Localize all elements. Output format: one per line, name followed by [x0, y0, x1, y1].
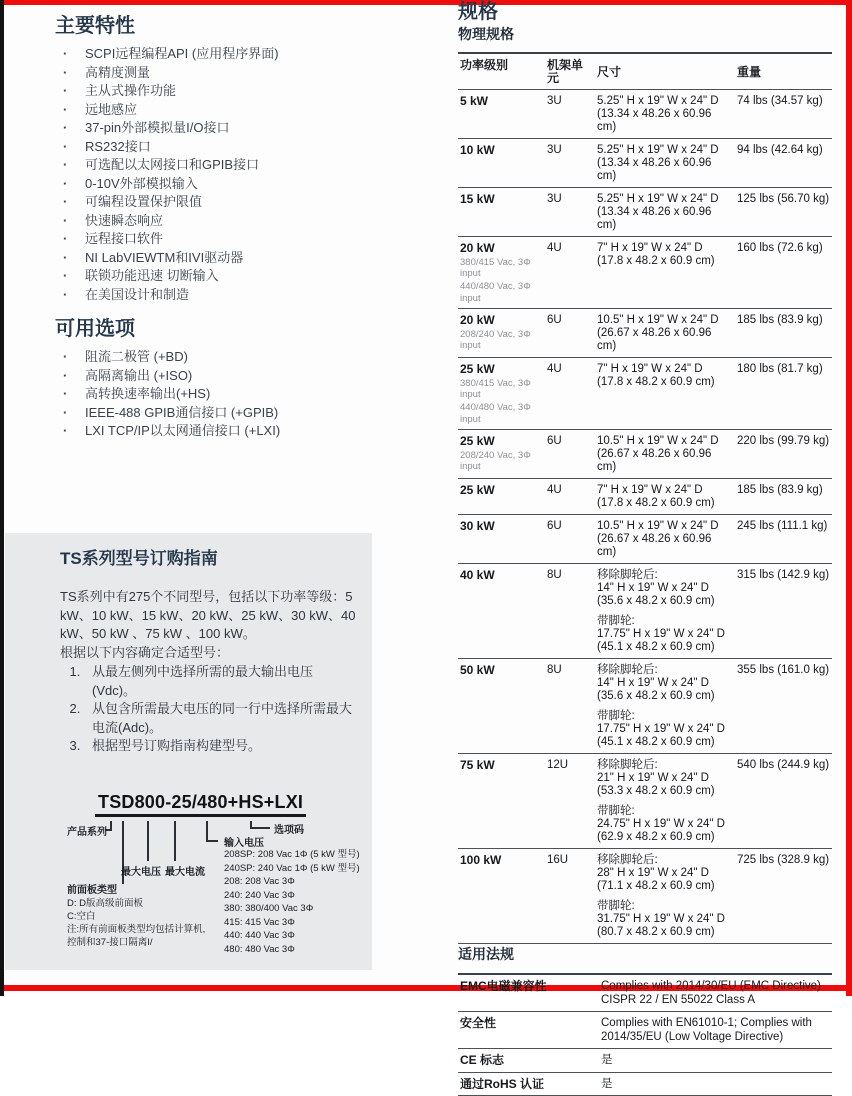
- option-item: · 阻流二极管 (+BD): [55, 348, 440, 367]
- feature-item: · 联锁功能迅速 切断输入: [55, 267, 440, 286]
- left-column: [0, 0, 440, 996]
- regulation-row: [458, 1012, 832, 1049]
- ordering-guide-intro: TS系列中有275个不同型号，包括以下功率等级：5 kW、10 kW、15 kW、20 kW、25 kW、30 kW、40 kW、50 kW 、75 kW 、100 kW。: [60, 589, 356, 641]
- input-voltage-item: 380: 380/400 Vac 3Φ: [224, 903, 314, 914]
- option-item: · 高转换速率输出(+HS): [55, 385, 440, 404]
- ordering-step: 3. 根据型号订购指南构建型号。: [84, 737, 360, 756]
- max-current-label: 最大电流: [165, 867, 205, 878]
- weight: 185 lbs (83.9 kg): [735, 309, 832, 358]
- feature-item: · SCPI远程编程API (应用程序界面): [55, 45, 440, 64]
- dimensions: 移除脚轮后: 28" H x 19" W x 24" D (71.1 x 48.2 x 60.9 cm) 带脚轮: 31.75" H x 19" W x 24" D (80.7 x 48.2 x 60.9 cm): [595, 849, 735, 944]
- col-header-dimensions: 尺寸: [595, 53, 735, 90]
- front-panel-line: D: D版高级前面板: [67, 898, 144, 909]
- max-voltage-label: 最大电压: [121, 867, 161, 878]
- model-number-diagram: [5, 780, 372, 970]
- regulations-title: 适用法规: [458, 946, 514, 962]
- dimensions: 5.25" H x 19" W x 24" D (13.34 x 48.26 x 60.96 cm): [595, 188, 735, 237]
- regulations-table: [458, 973, 832, 1096]
- front-panel-lines: [67, 897, 227, 949]
- physical-spec-row: [458, 309, 832, 358]
- input-voltage-item: 415: 415 Vac 3Φ: [224, 916, 295, 928]
- power-level: 10 kW: [460, 143, 495, 157]
- option-item: · 高隔离输出 (+ISO): [55, 367, 440, 386]
- input-voltage-item: 208SP: 208 Vac 1Φ (5 kW 型号): [224, 849, 360, 860]
- front-panel-line: 注:所有前面板类型均包括计算机,: [67, 924, 206, 935]
- col-header-weight: 重量: [735, 53, 832, 90]
- col-header-rack-units: 机架单元: [545, 53, 595, 90]
- power-level: 40 kW: [460, 568, 495, 582]
- power-level: 25 kW: [460, 434, 495, 448]
- physical-spec-row: [458, 479, 832, 515]
- feature-item: · RS232接口: [55, 138, 440, 157]
- weight: 355 lbs (161.0 kg): [735, 659, 832, 754]
- ordering-step: 1. 从最左侧列中选择所需的最大输出电压 (Vdc)。: [84, 663, 360, 700]
- power-input-note: 380/415 Vac, 3Φ input 440/480 Vac, 3Φ input: [460, 377, 531, 425]
- power-level: 100 kW: [460, 853, 502, 867]
- input-voltage-item: 240: 240 Vac 3Φ: [224, 889, 295, 901]
- rack-units: 4U: [545, 479, 595, 515]
- physical-spec-row: [458, 430, 832, 479]
- physical-spec-row: [458, 188, 832, 237]
- physical-spec-row: [458, 564, 832, 659]
- options-section: [55, 317, 440, 441]
- physical-spec-row: [458, 849, 832, 944]
- ordering-guide-title: TS系列型号订购指南: [60, 549, 218, 568]
- physical-spec-row: [458, 237, 832, 309]
- rack-units: 4U: [545, 358, 595, 430]
- power-level: 25 kW: [460, 483, 495, 497]
- input-voltage-label: 输入电压: [224, 838, 264, 849]
- diagram-line: [147, 821, 149, 861]
- physical-specs-title: 物理规格: [458, 26, 514, 42]
- weight: 220 lbs (99.79 kg): [735, 430, 832, 479]
- ordering-guide-steps: [60, 663, 360, 756]
- option-code-label: 选项码: [274, 825, 304, 836]
- regulation-label: CE 标志: [458, 1049, 599, 1073]
- power-level: 20 kW: [460, 241, 495, 255]
- dimensions: 7" H x 19" W x 24" D (17.8 x 48.2 x 60.9 cm): [595, 358, 735, 430]
- feature-item: · 主从式操作功能: [55, 82, 440, 101]
- rack-units: 6U: [545, 430, 595, 479]
- weight: 180 lbs (81.7 kg): [735, 358, 832, 430]
- rack-units: 8U: [545, 659, 595, 754]
- specs-title: 规格: [458, 1, 498, 23]
- power-level: 20 kW: [460, 313, 495, 327]
- weight: 160 lbs (72.6 kg): [735, 237, 832, 309]
- regulation-value: Complies with 2014/30/EU (EMC Directive) CISPR 22 / EN 55022 Class A: [599, 974, 832, 1012]
- diagram-line: [174, 821, 176, 861]
- regulation-value: 是: [599, 1072, 832, 1096]
- front-panel-block: [67, 884, 227, 949]
- input-voltage-item: 480: 480 Vac 3Φ: [224, 943, 295, 955]
- power-level: 5 kW: [460, 94, 489, 108]
- rack-units: 6U: [545, 515, 595, 564]
- input-voltage-item: 440: 440 Vac 3Φ: [224, 930, 295, 941]
- regulation-label: 通过RoHS 认证: [458, 1072, 599, 1096]
- front-panel-label: 前面板类型: [67, 885, 117, 896]
- features-section: [55, 14, 440, 304]
- feature-item: · 在美国设计和制造: [55, 286, 440, 305]
- dimensions: 移除脚轮后: 14" H x 19" W x 24" D (35.6 x 48.2 x 60.9 cm) 带脚轮: 17.75" H x 19" W x 24" D (45.1 x 48.2 x 60.9 cm): [595, 659, 735, 754]
- dimensions: 5.25" H x 19" W x 24" D (13.34 x 48.26 x 60.96 cm): [595, 139, 735, 188]
- rack-units: 8U: [545, 564, 595, 659]
- dimensions: 移除脚轮后: 21" H x 19" W x 24" D (53.3 x 48.2 x 60.9 cm) 带脚轮: 24.75" H x 19" W x 24" D (62.9 x 48.2 x 60.9 cm): [595, 754, 735, 849]
- ordering-step: 2. 从包含所需最大电压的同一行中选择所需最大电流(Adc)。: [84, 700, 360, 737]
- rack-units: 3U: [545, 139, 595, 188]
- physical-specs-header-row: [458, 53, 832, 90]
- right-column: [458, 0, 832, 1096]
- physical-spec-row: [458, 358, 832, 430]
- power-level: 75 kW: [460, 758, 495, 772]
- rack-units: 12U: [545, 754, 595, 849]
- physical-spec-row: [458, 139, 832, 188]
- power-level: 30 kW: [460, 519, 495, 533]
- dimensions: 10.5" H x 19" W x 24" D (26.67 x 48.26 x 60.96 cm): [595, 430, 735, 479]
- power-level: 25 kW: [460, 362, 495, 376]
- weight: 540 lbs (244.9 kg): [735, 754, 832, 849]
- feature-item: · 高精度测量: [55, 64, 440, 83]
- features-title: 主要特性: [55, 15, 135, 37]
- dimensions: 10.5" H x 19" W x 24" D (26.67 x 48.26 x 60.96 cm): [595, 515, 735, 564]
- feature-item: · 37-pin外部模拟量I/O接口: [55, 119, 440, 138]
- physical-specs-table: [458, 52, 832, 944]
- dimensions: 7" H x 19" W x 24" D (17.8 x 48.2 x 60.9 cm): [595, 479, 735, 515]
- rack-units: 3U: [545, 90, 595, 139]
- input-voltage-list: [224, 848, 360, 956]
- input-voltage-item: 208: 208 Vac 3Φ: [224, 876, 295, 887]
- regulation-value: 是: [599, 1049, 832, 1073]
- feature-item: · 可选配以太网接口和GPIB接口: [55, 156, 440, 175]
- feature-item: · 可编程设置保护限值: [55, 193, 440, 212]
- rack-units: 6U: [545, 309, 595, 358]
- diagram-line: [206, 840, 218, 842]
- options-title: 可用选项: [55, 318, 135, 340]
- features-list: [55, 45, 440, 304]
- series-label: 产品系列: [67, 827, 107, 838]
- weight: 125 lbs (56.70 kg): [735, 188, 832, 237]
- input-voltage-item: 240SP: 240 Vac 1Φ (5 kW 型号): [224, 862, 360, 874]
- physical-spec-row: [458, 754, 832, 849]
- feature-item: · 快速瞬态响应: [55, 212, 440, 231]
- feature-item: · 远地感应: [55, 101, 440, 120]
- dimensions: 移除脚轮后: 14" H x 19" W x 24" D (35.6 x 48.2 x 60.9 cm) 带脚轮: 17.75" H x 19" W x 24" D (45.1 x 48.2 x 60.9 cm): [595, 564, 735, 659]
- rack-units: 16U: [545, 849, 595, 944]
- dimensions: 10.5" H x 19" W x 24" D (26.67 x 48.26 x 60.96 cm): [595, 309, 735, 358]
- rack-units: 3U: [545, 188, 595, 237]
- dimensions: 7" H x 19" W x 24" D (17.8 x 48.2 x 60.9 cm): [595, 237, 735, 309]
- power-level: 50 kW: [460, 663, 495, 677]
- front-panel-line: C:空白: [67, 911, 96, 922]
- regulation-value: Complies with EN61010-1; Complies with 2014/35/EU (Low Voltage Directive): [599, 1012, 832, 1049]
- option-item: · LXI TCP/IP以太网通信接口 (+LXI): [55, 422, 440, 441]
- rack-units: 4U: [545, 237, 595, 309]
- col-header-power: 功率级别: [458, 53, 545, 90]
- options-list: [55, 348, 440, 441]
- feature-item: · NI LabVIEWTM和IVI驱动器: [55, 249, 440, 268]
- feature-item: · 远程接口软件: [55, 230, 440, 249]
- regulation-label: EMC电磁兼容性: [458, 974, 599, 1012]
- regulation-row: [458, 974, 832, 1012]
- power-level: 15 kW: [460, 192, 495, 206]
- option-item: · IEEE-488 GPIB通信接口 (+GPIB): [55, 404, 440, 423]
- feature-item: · 0-10V外部模拟输入: [55, 175, 440, 194]
- physical-spec-row: [458, 515, 832, 564]
- weight: 245 lbs (111.1 kg): [735, 515, 832, 564]
- page-right-border: [846, 0, 852, 996]
- weight: 725 lbs (328.9 kg): [735, 849, 832, 944]
- regulation-row: [458, 1072, 832, 1096]
- power-input-note: 208/240 Vac, 3Φ input: [460, 328, 531, 351]
- physical-spec-row: [458, 90, 832, 139]
- regulation-row: [458, 1049, 832, 1073]
- diagram-line: [250, 827, 270, 829]
- physical-spec-row: [458, 659, 832, 754]
- front-panel-line: 控制和37-接口隔离I/: [67, 937, 153, 948]
- ordering-guide-determine: 根据以下内容确定合适型号：: [60, 644, 230, 660]
- regulation-label: 安全性: [458, 1012, 599, 1049]
- power-input-note: 208/240 Vac, 3Φ input: [460, 449, 531, 472]
- weight: 315 lbs (142.9 kg): [735, 564, 832, 659]
- weight: 94 lbs (42.64 kg): [735, 139, 832, 188]
- weight: 74 lbs (34.57 kg): [735, 90, 832, 139]
- diagram-line: [206, 821, 208, 842]
- power-input-note: 380/415 Vac, 3Φ input 440/480 Vac, 3Φ input: [460, 256, 531, 304]
- example-model-number: TSD800-25/480+HS+LXI: [95, 792, 306, 817]
- ordering-guide-box: [5, 533, 372, 970]
- dimensions: 5.25" H x 19" W x 24" D (13.34 x 48.26 x 60.96 cm): [595, 90, 735, 139]
- weight: 185 lbs (83.9 kg): [735, 479, 832, 515]
